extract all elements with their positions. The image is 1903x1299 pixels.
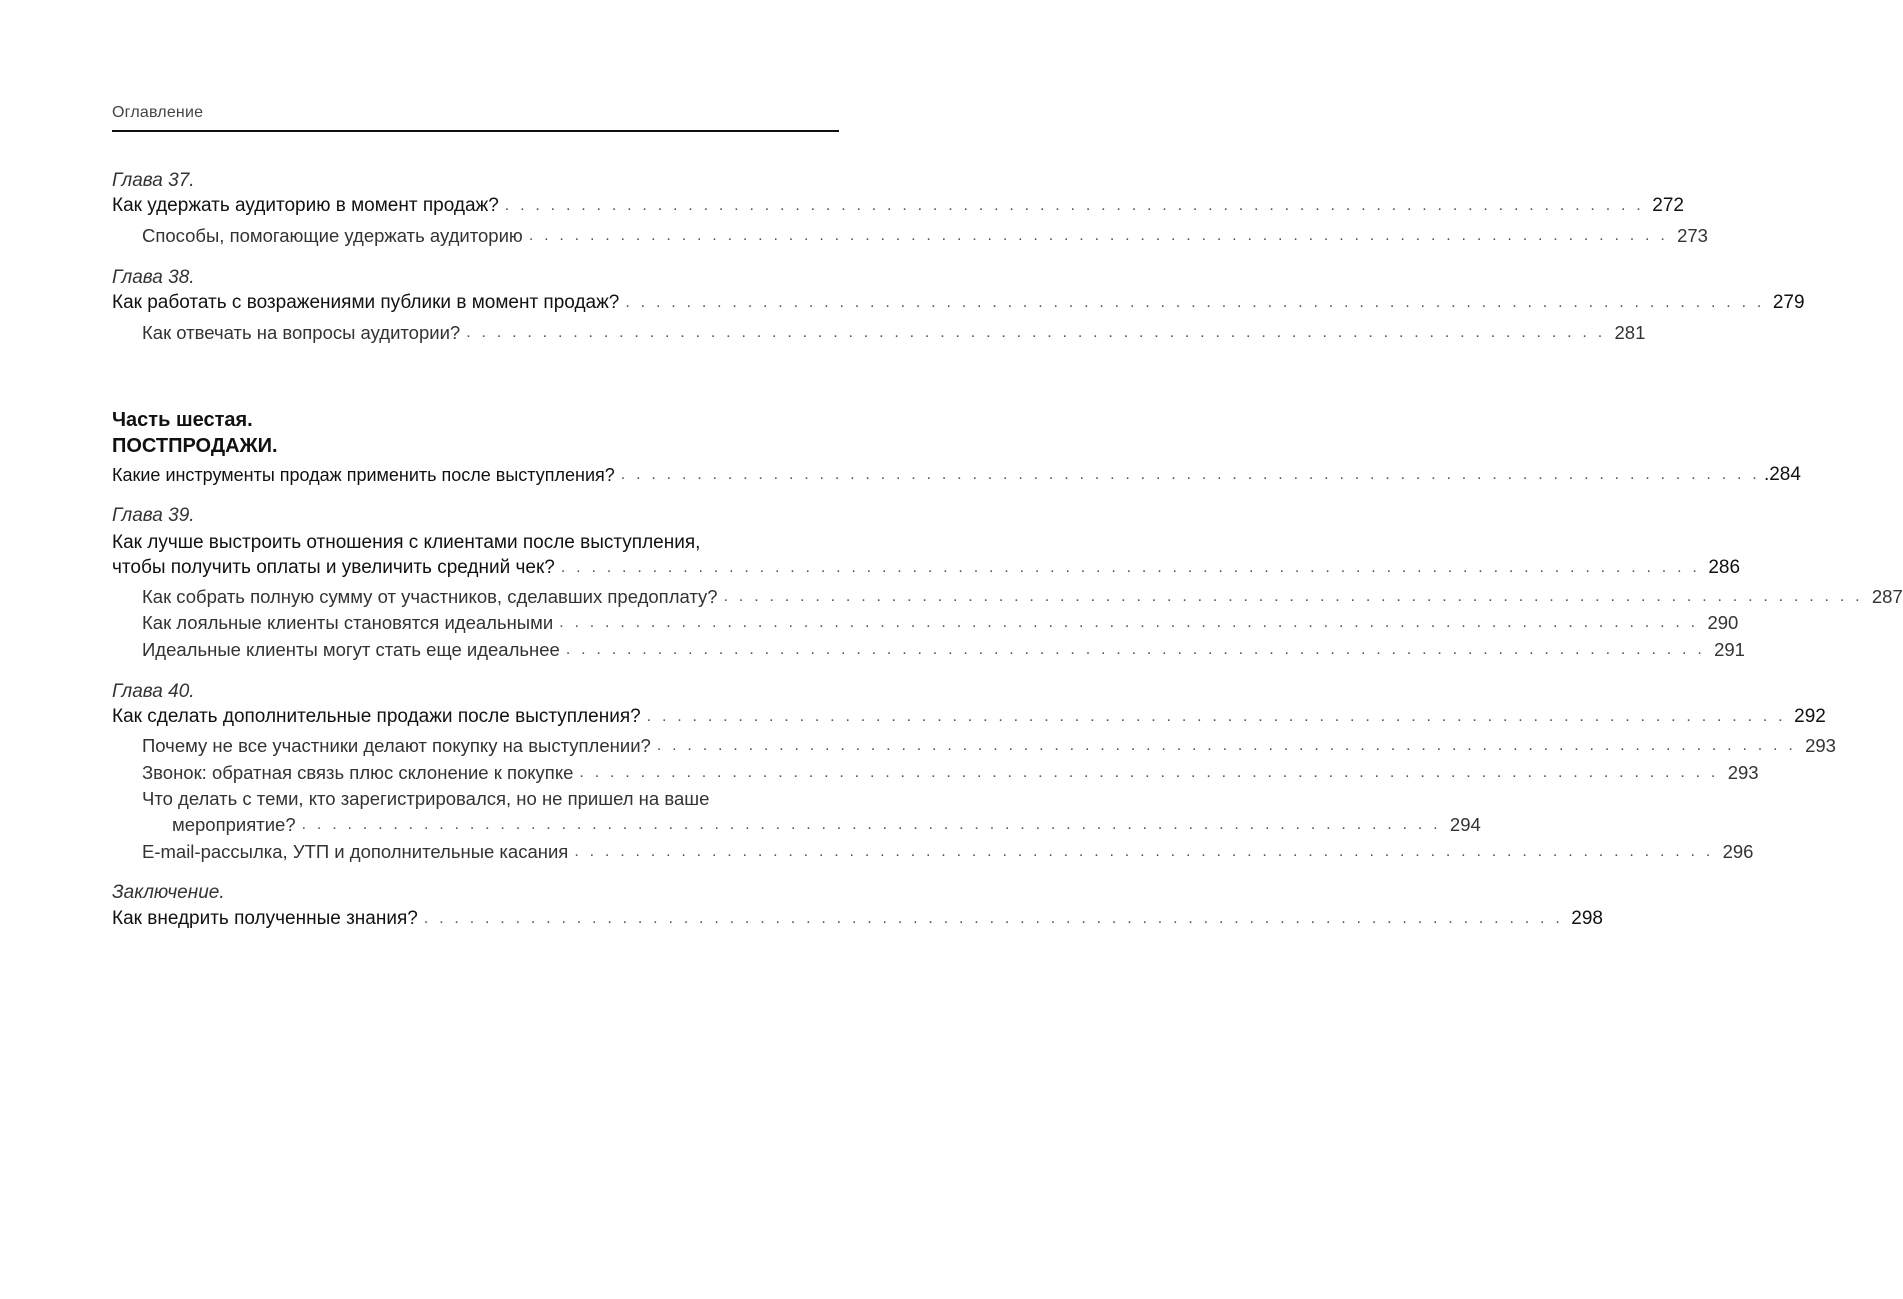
- toc-entry-ch37[interactable]: [112, 194, 1684, 218]
- header-rule: [112, 130, 839, 132]
- part-6-heading-line1: Часть шестая.: [112, 409, 253, 431]
- dot-leader: . . . . . . . . . . . . . . . . . . . . . . . . . . . . . . . . . . . . . . . . . . . . . . . . . . . . . . . . . . . . . . . . . . . . . . . . . . .: [504, 197, 1644, 214]
- toc-entry-ch39-line1[interactable]: [112, 531, 828, 555]
- toc-entry-ch39-sub3[interactable]: [112, 638, 1745, 662]
- dot-leader: . . . . . . . . . . . . . . . . . . . . . . . . . . . . . . . . . . . . . . . . . . . . . . . . . . . . . . . . . . . . . . . . . . . . . . . . . . .: [620, 466, 1760, 483]
- entry-title: Как работать с возражениями публики в момент продаж?: [112, 292, 620, 313]
- toc-entry-ch40-sub3-line1[interactable]: Что делать с теми, кто зарегистрировался, но не пришел на ваше: [142, 788, 710, 809]
- entry-title: E-mail-рассылка, УТП и дополнительные касания: [142, 841, 569, 862]
- toc-entry-ch40-sub3[interactable]: [112, 813, 1481, 837]
- entry-title: Идеальные клиенты могут стать еще идеальнее: [142, 639, 560, 660]
- toc-entry-ch39-sub1[interactable]: [112, 585, 1903, 609]
- page-number: 293: [1805, 735, 1836, 756]
- toc-entry-conclusion[interactable]: [112, 907, 1603, 931]
- entry-title: Как внедрить полученные знания?: [112, 908, 418, 929]
- page-number: 294: [1449, 814, 1481, 835]
- dot-leader: . . . . . . . . . . . . . . . . . . . . . . . . . . . . . . . . . . . . . . . . . . . . . . . . . . . . . . . . . . . . . . . . . . . . . . . . . . .: [579, 764, 1719, 781]
- entry-title: Способы, помогающие удержать аудиторию: [142, 225, 523, 246]
- entry-title: Какие инструменты продаж применить после выступления?: [112, 465, 615, 485]
- chapter-38-label: Глава 38.: [112, 267, 195, 288]
- dot-leader: . . . . . . . . . . . . . . . . . . . . . . . . . . . . . . . . . . . . . . . . . . . . . . . . . . . . . . . . . . . . . . . . . . . . . . . . . . .: [574, 843, 1714, 860]
- entry-title-line1: Как лучше выстроить отношения с клиентами после выступления,: [112, 532, 701, 553]
- toc-entry-ch38-sub1[interactable]: [112, 321, 1646, 345]
- dot-leader: . . . . . . . . . . . . . . . . . . . . . . . . . . . . . . . . . . . . . . . . . . . . . . . . . . . . . . . . . . . . . . . . . . . . . . . . . . .: [565, 641, 1705, 658]
- dot-leader: . . . . . . . . . . . . . . . . . . . . . . . . . . . . . . . . . . . . . . . . . . . . . . . . . . . . . . . . . . . . . . . . . . . . . . . . . . .: [656, 737, 1796, 754]
- toc-entry-ch38[interactable]: [112, 291, 1805, 315]
- toc-entry-part6[interactable]: [112, 463, 1801, 487]
- page-number: .284: [1763, 464, 1801, 485]
- page-number: 281: [1614, 322, 1646, 343]
- entry-title: Как удержать аудиторию в момент продаж?: [112, 195, 499, 216]
- entry-title-line2: мероприятие?: [172, 814, 296, 835]
- toc-entry-ch39[interactable]: [112, 556, 1741, 580]
- toc-entry-ch40[interactable]: [112, 705, 1826, 729]
- page-number: 287: [1871, 586, 1903, 607]
- dot-leader: . . . . . . . . . . . . . . . . . . . . . . . . . . . . . . . . . . . . . . . . . . . . . . . . . . . . . . . . . . . . . . . . . . . . . . . . . . .: [560, 559, 1701, 576]
- dot-leader: . . . . . . . . . . . . . . . . . . . . . . . . . . . . . . . . . . . . . . . . . . . . . . . . . . . . . . . . . . . . . . . . . . . . . . . . . . .: [559, 614, 1699, 631]
- entry-title: Как лояльные клиенты становятся идеальными: [142, 612, 554, 633]
- page-number: 279: [1772, 292, 1805, 313]
- conclusion-label: Заключение.: [112, 882, 225, 903]
- page-number: 296: [1722, 841, 1754, 862]
- page-number: 292: [1794, 706, 1826, 727]
- toc-entry-ch39-sub2[interactable]: [112, 611, 1739, 635]
- page-number: 293: [1727, 762, 1759, 783]
- toc-entry-ch40-sub1[interactable]: [112, 734, 1836, 758]
- part-6-heading-line2: ПОСТПРОДАЖИ.: [112, 435, 278, 457]
- page-number: 273: [1677, 225, 1708, 246]
- toc-entry-ch40-sub4[interactable]: [112, 840, 1754, 864]
- entry-title-line2: чтобы получить оплаты и увеличить средний чек?: [112, 557, 555, 578]
- chapter-39-label: Глава 39.: [112, 505, 195, 526]
- page-number: 286: [1708, 557, 1741, 578]
- dot-leader: . . . . . . . . . . . . . . . . . . . . . . . . . . . . . . . . . . . . . . . . . . . . . . . . . . . . . . . . . . . . . . . . . . . . . . . . . . .: [625, 294, 1765, 311]
- entry-title: Как отвечать на вопросы аудитории?: [142, 322, 461, 343]
- page-number: 290: [1707, 612, 1739, 633]
- entry-title: Звонок: обратная связь плюс склонение к покупке: [142, 762, 574, 783]
- page-number: 298: [1571, 908, 1603, 929]
- dot-leader: . . . . . . . . . . . . . . . . . . . . . . . . . . . . . . . . . . . . . . . . . . . . . . . . . . . . . . . . . . . . . . . . . . . . . . . . . . .: [723, 588, 1863, 605]
- toc-entry-ch37-sub1[interactable]: [112, 224, 1708, 248]
- running-head: Оглавление: [112, 104, 204, 121]
- dot-leader: . . . . . . . . . . . . . . . . . . . . . . . . . . . . . . . . . . . . . . . . . . . . . . . . . . . . . . . . . . . . . . . . . . . . . . . . . . .: [423, 910, 1563, 927]
- dot-leader: . . . . . . . . . . . . . . . . . . . . . . . . . . . . . . . . . . . . . . . . . . . . . . . . . . . . . . . . . . . . . . . . . . . . . . . . . . .: [301, 816, 1441, 833]
- page-number: 272: [1652, 195, 1684, 216]
- entry-title: Почему не все участники делают покупку на выступлении?: [142, 735, 651, 756]
- chapter-37-label: Глава 37.: [112, 170, 195, 191]
- dot-leader: . . . . . . . . . . . . . . . . . . . . . . . . . . . . . . . . . . . . . . . . . . . . . . . . . . . . . . . . . . . . . . . . . . . . . . . . . . .: [466, 324, 1606, 341]
- entry-title: Как собрать полную сумму от участников, сделавших предоплату?: [142, 586, 718, 607]
- dot-leader: . . . . . . . . . . . . . . . . . . . . . . . . . . . . . . . . . . . . . . . . . . . . . . . . . . . . . . . . . . . . . . . . . . . . . . . . . . .: [646, 708, 1786, 725]
- toc-entry-ch40-sub2[interactable]: [112, 761, 1759, 785]
- dot-leader: . . . . . . . . . . . . . . . . . . . . . . . . . . . . . . . . . . . . . . . . . . . . . . . . . . . . . . . . . . . . . . . . . . . . . . . . . . .: [528, 227, 1668, 244]
- entry-title: Как сделать дополнительные продажи после выступления?: [112, 706, 641, 727]
- page-number: 291: [1714, 639, 1745, 660]
- chapter-40-label: Глава 40.: [112, 681, 195, 702]
